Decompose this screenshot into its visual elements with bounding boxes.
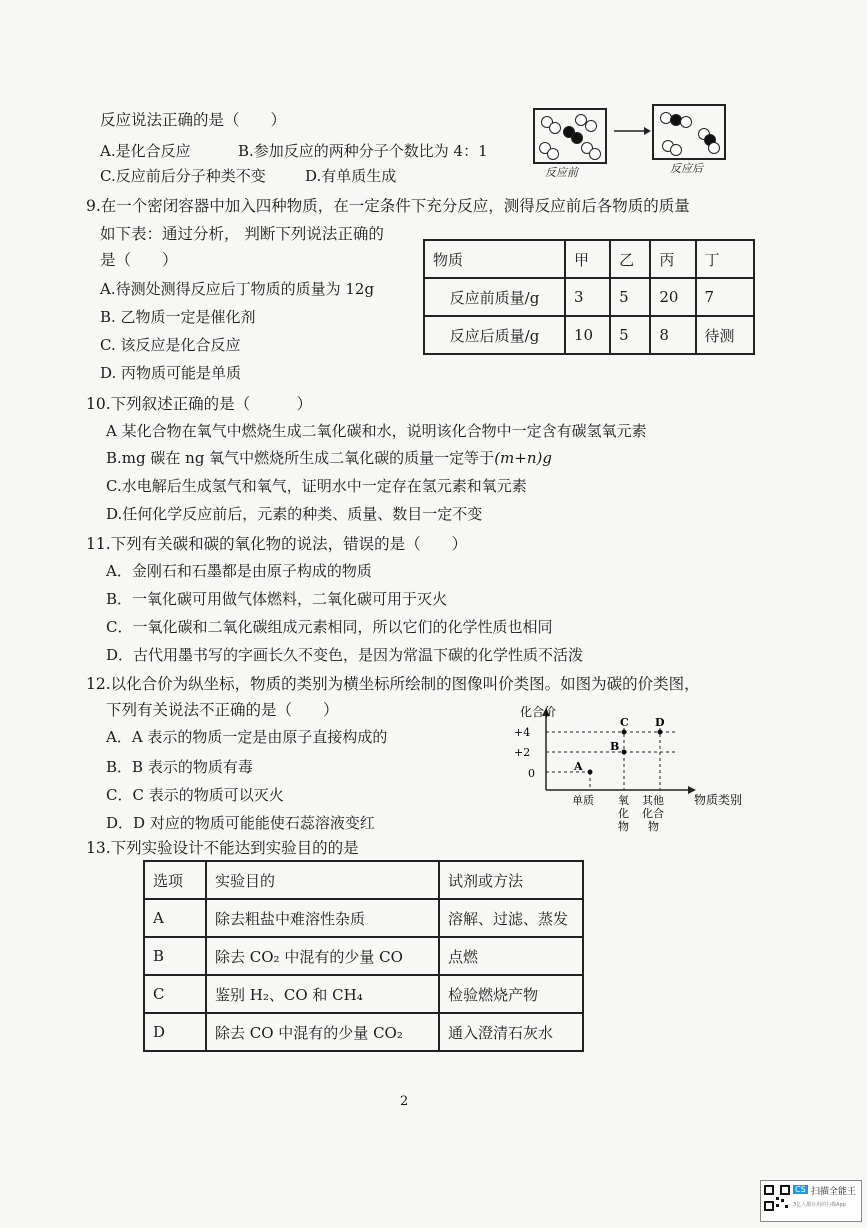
x-axis-label: 物质类别 xyxy=(694,793,743,807)
q10-stem: 10.下列叙述正确的是（ ） xyxy=(86,395,313,413)
table-cell: 反应前质量/g xyxy=(424,278,565,316)
table-cell: 8 xyxy=(650,316,695,354)
table-row xyxy=(144,937,583,975)
table-cell: 10 xyxy=(565,316,610,354)
table-cell: 甲 xyxy=(565,240,610,278)
q9-option-d: D. 丙物质可能是单质 xyxy=(100,364,242,382)
q11-option-b: B．一氧化碳可用做气体燃料，二氧化碳可用于灭火 xyxy=(106,590,448,608)
qr-code-icon xyxy=(764,1185,790,1211)
table-cell: 选项 xyxy=(144,861,206,899)
before-reaction-box xyxy=(533,108,607,164)
q10-option-b xyxy=(106,447,552,468)
table-row xyxy=(144,1013,583,1051)
q11-option-a: A．金刚石和石墨都是由原子构成的物质 xyxy=(106,562,372,580)
q10-option-b-text: B.mg 碳在 ng 氧气中燃烧所生成二氧化碳的质量一定等于 xyxy=(106,449,495,467)
table-cell: 鉴别 H₂、CO 和 CH₄ xyxy=(206,975,439,1013)
table-cell: 反应后质量/g xyxy=(424,316,565,354)
q9-stem-line3: 是（ ） xyxy=(100,251,178,269)
table-cell: 除去 CO₂ 中混有的少量 CO xyxy=(206,937,439,975)
table-cell: 20 xyxy=(650,278,695,316)
q9-stem-line1: 9.在一个密闭容器中加入四种物质，在一定条件下充分反应，测得反应前后各物质的质量 xyxy=(86,197,690,215)
q8-option-b: B.参加反应的两种分子个数比为 4：1 xyxy=(238,142,488,160)
table-cell: C xyxy=(144,975,206,1013)
y-tick: +2 xyxy=(514,746,531,759)
point-b xyxy=(622,750,627,755)
q10-option-c: C.水电解后生成氢气和氧气，证明水中一定存在氢元素和氧元素 xyxy=(106,477,527,495)
q13-experiment-table xyxy=(143,860,584,1052)
q12-stem-line1: 12.以化合价为纵坐标，物质的类别为横坐标所绘制的图像叫价类图。如图为碳的价类图， xyxy=(86,675,700,693)
y-tick: 0 xyxy=(528,767,535,780)
table-cell: 实验目的 xyxy=(206,861,439,899)
table-cell: 7 xyxy=(696,278,755,316)
table-row xyxy=(144,899,583,937)
table-cell: D xyxy=(144,1013,206,1051)
point-a xyxy=(588,770,593,775)
table-cell: 除去 CO 中混有的少量 CO₂ xyxy=(206,1013,439,1051)
q8-stem-tail: 反应说法正确的是（ ） xyxy=(100,111,287,129)
q9-stem-line2: 如下表：通过分析， 判断下列说法正确的 xyxy=(100,225,384,243)
point-label-a: A xyxy=(574,760,583,773)
table-row xyxy=(424,278,754,316)
table-cell: 通入澄清石灰水 xyxy=(439,1013,583,1051)
x-category-other-compound: 其他化合物 xyxy=(642,794,664,833)
scanner-badge: CS xyxy=(795,1185,806,1194)
table-cell: 乙 xyxy=(610,240,650,278)
q12-stem-line2: 下列有关说法不正确的是（ ） xyxy=(106,701,339,719)
x-category-oxide: 氧化物 xyxy=(618,794,629,833)
q10-option-d: D.任何化学反应前后，元素的种类、质量、数目一定不变 xyxy=(106,505,483,523)
table-cell: 检验燃烧产物 xyxy=(439,975,583,1013)
point-d xyxy=(658,730,663,735)
q9-mass-table xyxy=(423,239,755,355)
q12-valence-chart xyxy=(490,700,780,840)
table-row xyxy=(424,316,754,354)
table-cell: 待测 xyxy=(696,316,755,354)
scanner-watermark xyxy=(760,1180,862,1222)
table-cell: 3 xyxy=(565,278,610,316)
point-label-d: D xyxy=(655,716,665,729)
scanner-subtitle: 3亿人都在用的扫描App xyxy=(793,1202,846,1208)
point-c xyxy=(622,730,627,735)
table-row xyxy=(144,975,583,1013)
q8-option-c: C.反应前后分子种类不变 xyxy=(100,167,266,185)
q8-option-d: D.有单质生成 xyxy=(305,167,397,185)
y-tick: +4 xyxy=(514,726,531,739)
after-label: 反应后 xyxy=(670,162,703,175)
reaction-arrow xyxy=(612,126,652,136)
q9-option-c: C. 该反应是化合反应 xyxy=(100,336,241,354)
q12-option-d: D．D 对应的物质可能能使石蕊溶液变红 xyxy=(106,814,375,832)
q12-option-a: A．A 表示的物质一定是由原子直接构成的 xyxy=(106,728,388,746)
table-cell: 点燃 xyxy=(439,937,583,975)
q8-option-a: A.是化合反应 xyxy=(100,142,191,160)
table-cell: 试剂或方法 xyxy=(439,861,583,899)
point-label-c: C xyxy=(620,716,629,729)
y-axis-label: 化合价 xyxy=(520,705,557,719)
q11-option-c: C．一氧化碳和二氧化碳组成元素相同，所以它们的化学性质也相同 xyxy=(106,618,553,636)
q12-option-c: C．C 表示的物质可以灭火 xyxy=(106,786,284,804)
before-label: 反应前 xyxy=(545,166,578,179)
page-number: 2 xyxy=(400,1094,409,1109)
table-cell: 5 xyxy=(610,316,650,354)
table-cell: 溶解、过滤、蒸发 xyxy=(439,899,583,937)
q13-stem: 13.下列实验设计不能达到实验目的的是 xyxy=(86,839,359,857)
after-reaction-box xyxy=(652,104,726,160)
q9-option-b: B. 乙物质一定是催化剂 xyxy=(100,308,256,326)
q11-stem: 11.下列有关碳和碳的氧化物的说法，错误的是（ ） xyxy=(86,535,468,553)
table-cell: 丙 xyxy=(650,240,695,278)
table-header-row xyxy=(424,240,754,278)
table-cell: 5 xyxy=(610,278,650,316)
table-cell: 物质 xyxy=(424,240,565,278)
q10-option-a: A 某化合物在氧气中燃烧生成二氧化碳和水，说明该化合物中一定含有碳氢氧元素 xyxy=(106,422,647,440)
table-cell: A xyxy=(144,899,206,937)
table-cell: 除去粗盐中难溶性杂质 xyxy=(206,899,439,937)
point-label-b: B xyxy=(610,740,620,753)
q10-option-b-formula: (m+n)g xyxy=(494,449,552,467)
q9-option-a: A.待测处测得反应后丁物质的质量为 12g xyxy=(100,280,375,298)
table-cell: B xyxy=(144,937,206,975)
table-header-row xyxy=(144,861,583,899)
scanner-name: 扫描全能王 xyxy=(811,1187,857,1197)
x-category-elemental: 单质 xyxy=(572,794,594,807)
q11-option-d: D．古代用墨书写的字画长久不变色，是因为常温下碳的化学性质不活泼 xyxy=(106,646,584,664)
q12-option-b: B．B 表示的物质有毒 xyxy=(106,758,253,776)
table-cell: 丁 xyxy=(696,240,755,278)
